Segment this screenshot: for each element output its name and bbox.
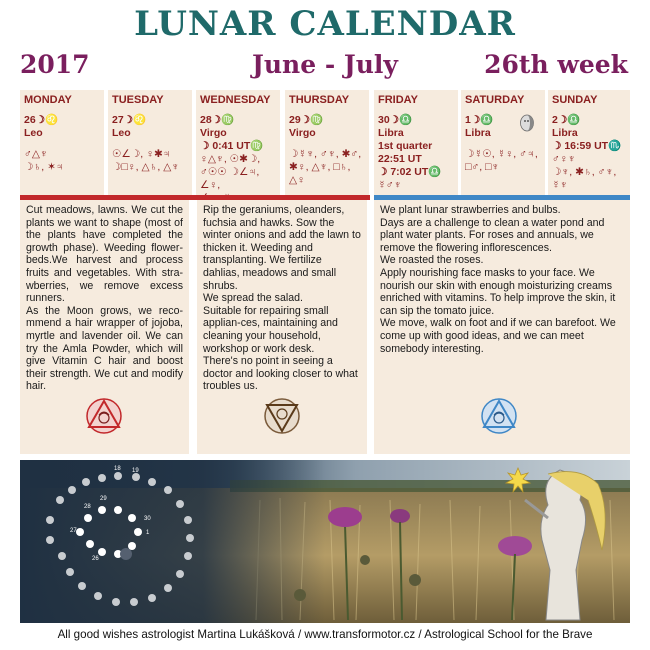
- day-date: 26☽♌ Leo: [24, 114, 59, 139]
- advice-paragraph: We plant lunar strawberries and bulbs.: [380, 204, 561, 216]
- moon-day-numbers: 18 19 29 28 27 30 1 26: [70, 466, 151, 562]
- day-name: WEDNESDAY: [200, 94, 271, 106]
- moon-phase-icon: [519, 114, 535, 132]
- week-label: 26th week: [484, 50, 628, 79]
- advice-paragraph: Rip the geraniums, oleanders, fuchsia and hawks. Sow the winter onions and add the lawn to thicken it. Weeding and transplanting. We fertilize dahlias, meadows and small shrubs.: [203, 204, 361, 292]
- advice-paragraph: We roasted the roses.: [380, 254, 484, 267]
- page-title: LUNAR CALENDAR: [134, 4, 516, 44]
- day-column-thursday: [285, 90, 369, 198]
- day-name: TUESDAY: [112, 94, 164, 106]
- months-label: June - July: [252, 50, 398, 79]
- advice-paragraph: Apply nourishing face masks to your face. We nourish our skin with enough moisturizing creams enriched with vitamins. To help improve the skin, it can sip the tomato juice.: [380, 266, 616, 317]
- advice-paragraph: There's no point in seeing a doctor and looking closer to what troubles us.: [203, 355, 358, 393]
- day-column-friday: [374, 90, 458, 198]
- footer-credit: All good wishes astrologist Martina Lukášková / www.transformotor.cz / Astrological School for the Brave: [57, 628, 593, 641]
- advice-paragraph: Suitable for repairing small applian-ces, maintaining and cleaning your household, workshop or work desk.: [203, 304, 338, 355]
- day-column-saturday: [461, 90, 545, 198]
- day-name: MONDAY: [24, 94, 72, 106]
- day-date: 29☽♍ Virgo: [289, 114, 324, 139]
- year-label: 2017: [20, 50, 90, 79]
- day-aspects: ♂♀♆ ☽♆, ✱♄, ♂♆, ☿♆: [552, 153, 617, 191]
- advice-paragraph: Cut meadows, lawns. We cut the plants we want to shape (most of the plants have completed the growth phase). Weeding flower-beds.We harvest and process fruits and vegetables. With stra-wberries, we remove excess runners.: [26, 204, 183, 305]
- day-column-tuesday: [108, 90, 192, 198]
- fire-triangle-emblem-icon: [85, 397, 123, 435]
- day-aspects: ☽☿☉, ☿♀, ♂♃, □♂, □♆: [465, 148, 538, 173]
- day-aspects: ☉∠☽, ♀✱♃ ☽□♀, △♄, △♆: [112, 148, 180, 173]
- day-name: FRIDAY: [378, 94, 418, 106]
- day-column-monday: [20, 90, 104, 198]
- advice-paragraph: As the Moon grows, we reco-mmend a hair wrapper of jojoba, myrtle and lavender oil. We can try the Amla Powder, which will give Vitamin C hair and boost their strength. We cut and modify hair.: [26, 304, 183, 393]
- day-name: SUNDAY: [552, 94, 598, 106]
- day-date: 28☽♍ Virgo ☽ 0:41 UT♍: [200, 114, 264, 152]
- advice-paragraph: We spread the salad.: [203, 292, 303, 305]
- advice-paragraph: Days are a challenge to clean a water pond and plant water plants. For roses and annuals, we remove the flowering inflorescences.: [380, 216, 605, 254]
- day-aspects: ♀△♆, ☉✱☽, ♂☉☉ ☽∠♃, ∠♀,: [200, 153, 261, 191]
- day-aspects: ☿♂♆: [378, 179, 402, 191]
- day-date: 27☽♌ Leo: [112, 114, 147, 139]
- day-aspects: ♂△♆ ☽♄, ✶♃: [24, 148, 64, 173]
- day-column-wednesday: [196, 90, 280, 198]
- day-aspects: ☽☿♆, ♂♆, ✱♂, ✱♀, △♆, □♄, △♀: [289, 148, 362, 186]
- day-name: THURSDAY: [289, 94, 350, 106]
- air-triangle-emblem-icon: [480, 397, 518, 435]
- day-date: 2☽♎ Libra ☽ 16:59 UT♏: [552, 114, 622, 152]
- day-column-sunday: [548, 90, 630, 198]
- moon-phase-field-image: [20, 460, 630, 623]
- day-date: 1☽♎ Libra: [465, 114, 494, 139]
- earth-triangle-emblem-icon: [263, 397, 301, 435]
- advice-paragraph: We move, walk on foot and if we can barefoot. We come up with good ideas, and we can meet somebody interesting.: [380, 317, 616, 355]
- day-date: 30☽♎ Libra 1st quarter 22:51 UT ☽ 7:02 UT♎: [378, 114, 442, 178]
- day-name: SATURDAY: [465, 94, 525, 106]
